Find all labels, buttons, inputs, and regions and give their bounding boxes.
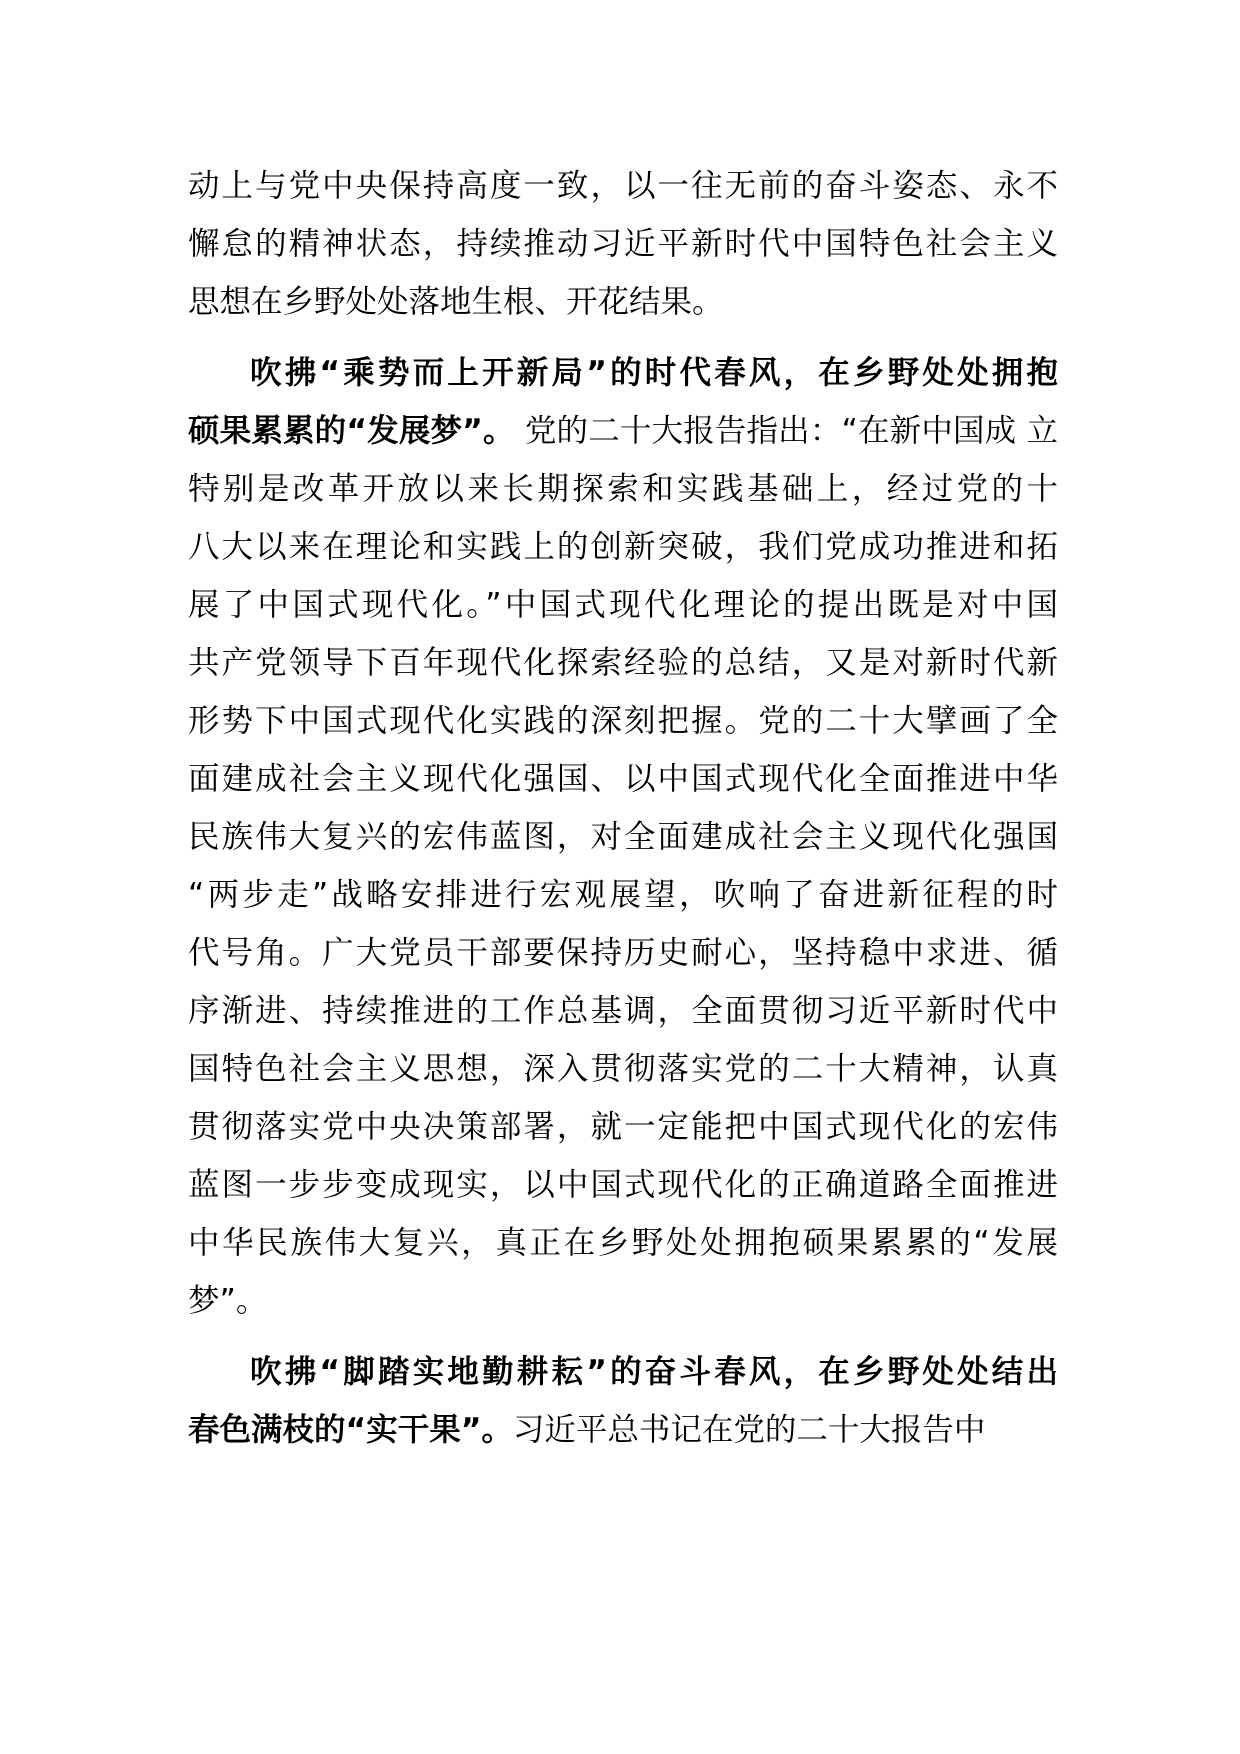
paragraph-2	[188, 344, 1058, 1330]
text-line: 民族伟大复兴的宏伟蓝图，对全面建成社会主义现代化强国	[188, 819, 1058, 855]
text-line: 懈怠的精神状态，持续推动习近平新时代中国特色社会主义	[188, 226, 1058, 262]
text-line	[188, 402, 1058, 460]
text-line: 思想在乡野处处落地生根、开花结果。	[188, 284, 724, 320]
text-line: 梦”。	[188, 1283, 268, 1319]
text-run: 党的二十大报告指出：“在新中国成 立	[514, 413, 1058, 449]
text-line: 中华民族伟大复兴，真正在乡野处处拥抱硕果累累的“发展	[188, 1225, 1058, 1261]
section-heading-line: 吹拂“乘势而上开新局”的时代春风，在乡野处处拥抱	[250, 355, 1058, 391]
text-line: 动上与党中央保持高度一致，以一往无前的奋斗姿态、永不	[188, 168, 1058, 204]
paragraph-3	[188, 1343, 1058, 1459]
paragraph-1	[188, 157, 1058, 331]
text-line: 形势下中国式现代化实践的深刻把握。党的二十大擘画了全	[188, 703, 1058, 739]
section-heading-end: 春色满枝的“实干果”。	[188, 1412, 513, 1448]
text-line: “两步走”战略安排进行宏观展望，吹响了奋进新征程的时	[188, 877, 1058, 913]
section-heading-line: 吹拂“脚踏实地勤耕耘”的奋斗春风，在乡野处处结出	[250, 1354, 1058, 1390]
text-line: 序渐进、持续推进的工作总基调，全面贯彻习近平新时代中	[188, 993, 1058, 1029]
text-line: 共产党领导下百年现代化探索经验的总结，又是对新时代新	[188, 645, 1058, 681]
text-line: 八大以来在理论和实践上的创新突破，我们党成功推进和拓	[188, 529, 1058, 565]
text-line: 蓝图一步步变成现实，以中国式现代化的正确道路全面推进	[188, 1167, 1058, 1203]
text-run: 习近平总书记在党的二十大报告中	[512, 1412, 986, 1448]
text-line: 展了中国式现代化。”中国式现代化理论的提出既是对中国	[188, 587, 1058, 623]
text-line: 贯彻落实党中央决策部署，就一定能把中国式现代化的宏伟	[188, 1109, 1058, 1145]
section-heading-end: 硕果累累的“发展梦”。	[188, 413, 515, 449]
text-line	[188, 1401, 1058, 1459]
body-text	[188, 157, 1058, 1459]
text-line: 国特色社会主义思想，深入贯彻落实党的二十大精神，认真	[188, 1051, 1058, 1087]
text-line: 面建成社会主义现代化强国、以中国式现代化全面推进中华	[188, 761, 1058, 797]
text-line: 特别是改革开放以来长期探索和实践基础上，经过党的十	[188, 471, 1058, 507]
text-line: 代号角。广大党员干部要保持历史耐心，坚持稳中求进、循	[188, 935, 1058, 971]
